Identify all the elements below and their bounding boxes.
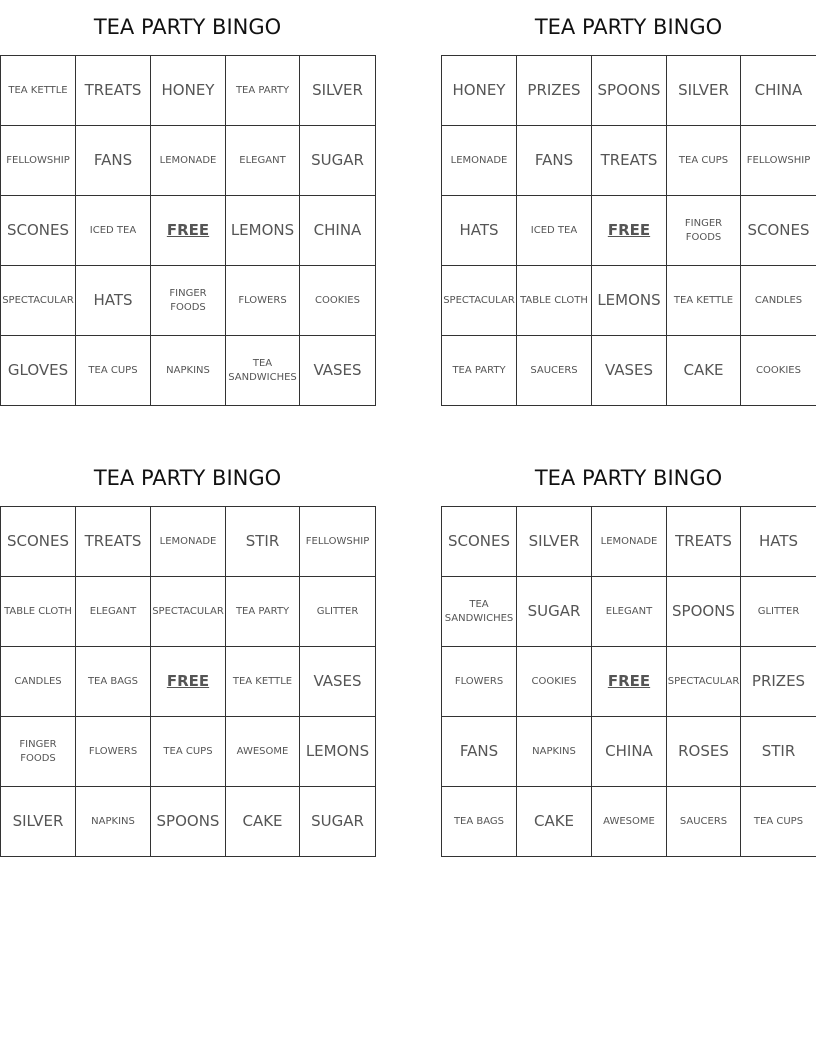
bingo-cell: SPOONS bbox=[151, 787, 226, 857]
bingo-cell: FINGER FOODS bbox=[151, 266, 226, 336]
bingo-grid bbox=[0, 55, 376, 406]
bingo-cell: SPECTACULAR bbox=[1, 266, 76, 336]
bingo-cell: CHINA bbox=[741, 56, 816, 126]
bingo-cell: SILVER bbox=[517, 507, 592, 577]
bingo-cell: GLITTER bbox=[300, 577, 376, 647]
bingo-cell: SPECTACULAR bbox=[667, 647, 741, 717]
bingo-cell: TEA CUPS bbox=[741, 787, 816, 857]
bingo-cell: COOKIES bbox=[517, 647, 592, 717]
bingo-cell: NAPKINS bbox=[517, 717, 592, 787]
bingo-cell: HATS bbox=[442, 196, 517, 266]
bingo-cell: SCONES bbox=[741, 196, 816, 266]
bingo-cell: FINGER FOODS bbox=[1, 717, 76, 787]
bingo-cell: GLITTER bbox=[741, 577, 816, 647]
card-title: TEA PARTY BINGO bbox=[534, 466, 723, 490]
bingo-cell: LEMONS bbox=[226, 196, 300, 266]
bingo-cell: TREATS bbox=[592, 126, 667, 196]
bingo-cell: SUGAR bbox=[517, 577, 592, 647]
bingo-cell: LEMONADE bbox=[442, 126, 517, 196]
bingo-cell: HONEY bbox=[151, 56, 226, 126]
card-title: TEA PARTY BINGO bbox=[534, 15, 723, 39]
free-space-cell: FREE bbox=[151, 196, 226, 266]
bingo-cell: ELEGANT bbox=[226, 126, 300, 196]
bingo-cell: CAKE bbox=[226, 787, 300, 857]
bingo-cell: ICED TEA bbox=[76, 196, 151, 266]
bingo-cell: TEA KETTLE bbox=[667, 266, 741, 336]
bingo-cell: FLOWERS bbox=[442, 647, 517, 717]
bingo-cell: SCONES bbox=[442, 507, 517, 577]
bingo-cell: TEA BAGS bbox=[442, 787, 517, 857]
bingo-grid bbox=[441, 506, 816, 857]
bingo-cell: CAKE bbox=[667, 336, 741, 406]
bingo-cell: CHINA bbox=[300, 196, 376, 266]
bingo-cell: GLOVES bbox=[1, 336, 76, 406]
bingo-cell: FINGER FOODS bbox=[667, 196, 741, 266]
bingo-cell: ICED TEA bbox=[517, 196, 592, 266]
bingo-cell: SUGAR bbox=[300, 126, 376, 196]
bingo-cell: LEMONADE bbox=[151, 126, 226, 196]
bingo-grid bbox=[0, 506, 376, 857]
bingo-cell: HONEY bbox=[442, 56, 517, 126]
bingo-cell: COOKIES bbox=[741, 336, 816, 406]
bingo-cell: FANS bbox=[517, 126, 592, 196]
bingo-cell: CHINA bbox=[592, 717, 667, 787]
bingo-cell: LEMONS bbox=[592, 266, 667, 336]
bingo-cell: SILVER bbox=[300, 56, 376, 126]
card-title: TEA PARTY BINGO bbox=[93, 15, 282, 39]
free-space-cell: FREE bbox=[592, 196, 667, 266]
bingo-cell: SILVER bbox=[1, 787, 76, 857]
bingo-cell: FLOWERS bbox=[76, 717, 151, 787]
bingo-cell: FANS bbox=[76, 126, 151, 196]
bingo-cell: TEA PARTY bbox=[226, 577, 300, 647]
bingo-cell: PRIZES bbox=[517, 56, 592, 126]
bingo-cell: LEMONS bbox=[300, 717, 376, 787]
bingo-cell: NAPKINS bbox=[151, 336, 226, 406]
bingo-cell: FELLOWSHIP bbox=[1, 126, 76, 196]
bingo-cell: TREATS bbox=[76, 56, 151, 126]
bingo-cell: SILVER bbox=[667, 56, 741, 126]
bingo-cell: SAUCERS bbox=[667, 787, 741, 857]
bingo-cell: VASES bbox=[300, 336, 376, 406]
bingo-cell: CAKE bbox=[517, 787, 592, 857]
bingo-cell: ELEGANT bbox=[76, 577, 151, 647]
bingo-cell: FELLOWSHIP bbox=[300, 507, 376, 577]
bingo-cell: FLOWERS bbox=[226, 266, 300, 336]
free-space-cell: FREE bbox=[592, 647, 667, 717]
bingo-cell: TREATS bbox=[667, 507, 741, 577]
bingo-cell: SUGAR bbox=[300, 787, 376, 857]
bingo-cell: TEA KETTLE bbox=[1, 56, 76, 126]
bingo-cell: ELEGANT bbox=[592, 577, 667, 647]
bingo-cell: FELLOWSHIP bbox=[741, 126, 816, 196]
bingo-cell: TABLE CLOTH bbox=[517, 266, 592, 336]
bingo-cell: NAPKINS bbox=[76, 787, 151, 857]
bingo-cell: SCONES bbox=[1, 507, 76, 577]
bingo-cell: AWESOME bbox=[226, 717, 300, 787]
bingo-cell: SPECTACULAR bbox=[151, 577, 226, 647]
bingo-grid bbox=[441, 55, 816, 406]
bingo-cell: SPOONS bbox=[667, 577, 741, 647]
bingo-cell: FANS bbox=[442, 717, 517, 787]
bingo-cell: STIR bbox=[741, 717, 816, 787]
bingo-cell: HATS bbox=[76, 266, 151, 336]
bingo-cell: COOKIES bbox=[300, 266, 376, 336]
bingo-cell: SCONES bbox=[1, 196, 76, 266]
bingo-cell: AWESOME bbox=[592, 787, 667, 857]
bingo-cell: HATS bbox=[741, 507, 816, 577]
bingo-cell: TEA BAGS bbox=[76, 647, 151, 717]
free-space-cell: FREE bbox=[151, 647, 226, 717]
bingo-cell: TEA CUPS bbox=[76, 336, 151, 406]
bingo-cell: SPECTACULAR bbox=[442, 266, 517, 336]
bingo-cell: CANDLES bbox=[741, 266, 816, 336]
card-title: TEA PARTY BINGO bbox=[93, 466, 282, 490]
bingo-cell: VASES bbox=[300, 647, 376, 717]
bingo-cell: SPOONS bbox=[592, 56, 667, 126]
bingo-cell: TEA PARTY bbox=[442, 336, 517, 406]
bingo-cell: TEA CUPS bbox=[667, 126, 741, 196]
bingo-cell: LEMONADE bbox=[592, 507, 667, 577]
bingo-cell: VASES bbox=[592, 336, 667, 406]
bingo-cell: TEA SANDWICHES bbox=[442, 577, 517, 647]
bingo-cell: TABLE CLOTH bbox=[1, 577, 76, 647]
bingo-cell: ROSES bbox=[667, 717, 741, 787]
bingo-cell: SAUCERS bbox=[517, 336, 592, 406]
bingo-cell: TEA CUPS bbox=[151, 717, 226, 787]
bingo-cell: CANDLES bbox=[1, 647, 76, 717]
bingo-cell: TEA KETTLE bbox=[226, 647, 300, 717]
bingo-cell: TEA SANDWICHES bbox=[226, 336, 300, 406]
bingo-cell: PRIZES bbox=[741, 647, 816, 717]
bingo-cell: TEA PARTY bbox=[226, 56, 300, 126]
bingo-cell: STIR bbox=[226, 507, 300, 577]
bingo-cell: LEMONADE bbox=[151, 507, 226, 577]
bingo-cell: TREATS bbox=[76, 507, 151, 577]
